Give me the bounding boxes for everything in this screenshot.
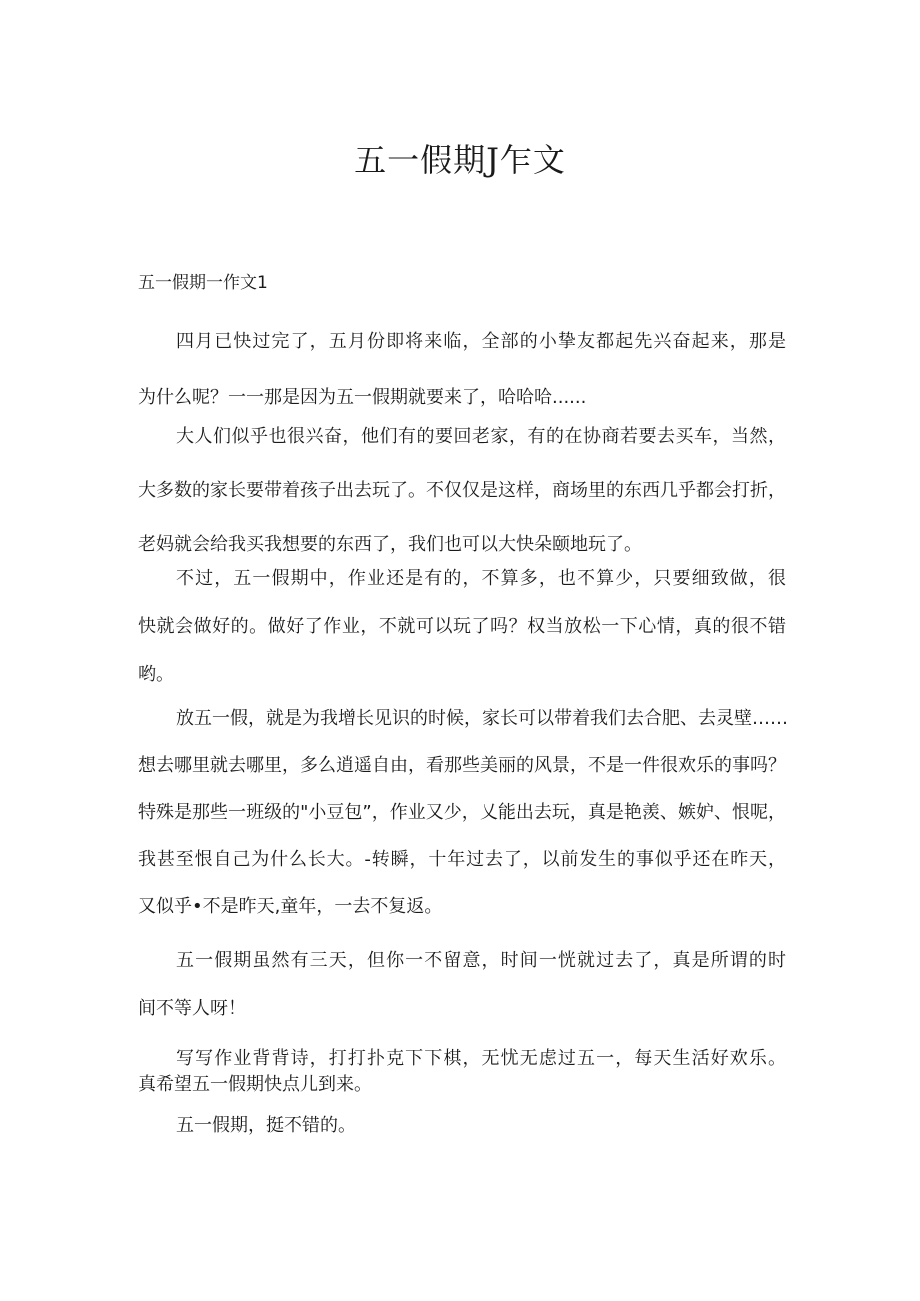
paragraph-line: 想去哪里就去哪里，多么逍遥自由，看那些美丽的风景，不是一件很欢乐的事吗？ bbox=[138, 755, 786, 776]
paragraph-line: 哟。 bbox=[138, 664, 174, 685]
section-heading: 五一假期一作文1 bbox=[138, 273, 268, 293]
paragraph-5 bbox=[138, 937, 786, 1033]
paragraph-line: 大多数的家长要带着孩子出去玩了。不仅仅是这样，商场里的东西几乎都会打折， bbox=[138, 480, 786, 501]
paragraph-line: 写写作业背背诗，打打扑克下下棋，无忧无虑过五一，每天生活好欢乐。 bbox=[176, 1048, 786, 1069]
paragraph-line: 五一假期虽然有三天，但你一不留意，时间一恍就过去了，真是所谓的时 bbox=[176, 950, 786, 971]
page-title: 五一假期J乍文 bbox=[354, 141, 566, 179]
paragraph-line: 为什么呢？一一那是因为五一假期就要来了，哈哈哈...... bbox=[138, 387, 587, 408]
paragraph-line: 放五一假，就是为我增长见识的时候，家长可以带着我们去合肥、去灵壁…… bbox=[176, 708, 788, 729]
paragraph-4 bbox=[138, 695, 786, 930]
paragraph-line: 四月已快过完了，五月份即将来临，全部的小挚友都起先兴奋起来，那是 bbox=[176, 331, 786, 352]
paragraph-line: 老妈就会给我买我想要的东西了，我们也可以大快朵颐地玩了。 bbox=[138, 534, 642, 555]
paragraph-6 bbox=[138, 1046, 786, 1098]
paragraph-line: 大人们似乎也很兴奋，他们有的要回老家，有的在协商若要去买车，当然， bbox=[176, 426, 786, 447]
paragraph-3 bbox=[138, 555, 786, 699]
paragraph-line: 间不等人呀！ bbox=[138, 998, 246, 1019]
paragraph-line: 特殊是那些一班级的"小豆包”，作业又少，乂能出去玩，真是艳羡、嫉妒、恨呢， bbox=[138, 802, 786, 823]
paragraph-line: 真希望五一假期快点儿到来。 bbox=[138, 1074, 372, 1095]
paragraph-line: 又似乎•不是昨天,童年，一去不复返。 bbox=[138, 896, 443, 917]
paragraph-line: 快就会做好的。做好了作业，不就可以玩了吗？权当放松一下心情，真的很不错 bbox=[138, 616, 786, 637]
paragraph-2 bbox=[138, 410, 786, 572]
paragraph-line: 不过，五一假期中，作业还是有的，不算多，也不算少，只要细致做，很 bbox=[176, 568, 786, 589]
paragraph-line: 五一假期，挺不错的。 bbox=[176, 1115, 356, 1136]
paragraph-7 bbox=[138, 1113, 786, 1139]
paragraph-line: 我甚至恨自己为什么长大。-转瞬，十年过去了，以前发生的事似乎还在昨天， bbox=[138, 849, 786, 870]
